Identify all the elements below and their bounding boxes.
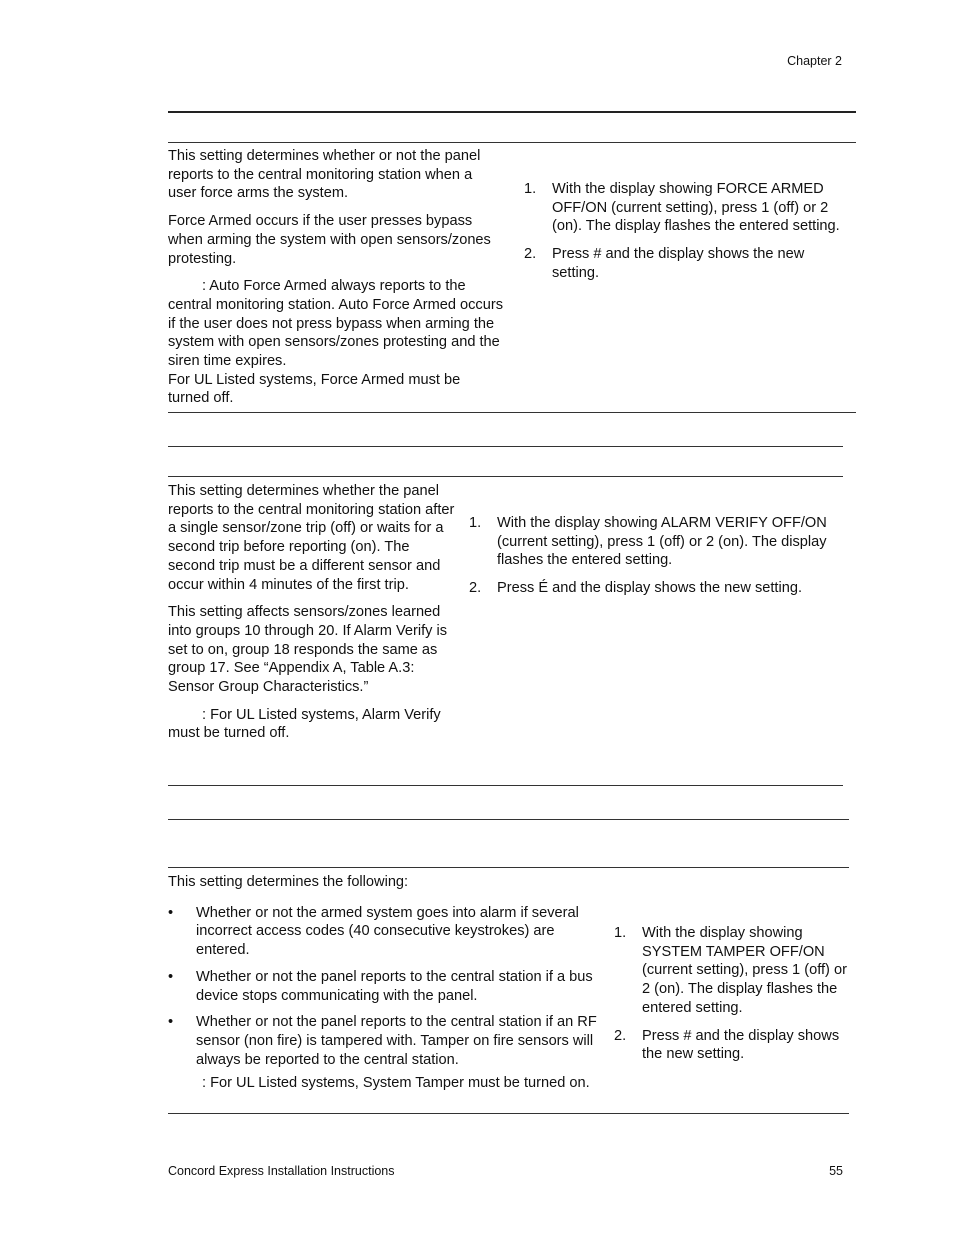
step-number: 2. (614, 1027, 627, 1044)
bullet-glyph: • (168, 968, 174, 985)
bullet-glyph: • (168, 904, 174, 921)
section3-bullet-1 (168, 904, 604, 960)
section1-steps (524, 180, 852, 292)
section1-note-text: : Auto Force Armed always reports to the central monitoring station. Auto Force Armed occurs if the user does not press bypass when arming the system with open sensors/zones protesting and the siren time expires. (168, 278, 503, 370)
section3-step-1 (614, 924, 850, 1018)
section3-title-rule (168, 819, 849, 820)
step-number: 2. (524, 246, 537, 263)
section2-desc-para-2: This setting affects sensors/zones learned into groups 10 through 20. If Alarm Verify is set to on, group 18 responds the same as group 17. See “Appendix A, Table A.3: Sensor Group Characteristics.” (168, 604, 448, 696)
section3-note-text: : For UL Listed systems, System Tamper must be turned on. (202, 1075, 590, 1092)
section2-top-rule (168, 476, 843, 477)
section2-title-rule (168, 446, 843, 447)
section1-bottom-rule (168, 412, 856, 413)
section1-desc-para-1: This setting determines whether or not the panel reports to the central monitoring station when a user force arms the system. (168, 148, 481, 202)
section3-steps (614, 924, 850, 1073)
bullet-text: Whether or not the panel reports to the central station if a bus device stops communicating with the panel. (196, 968, 593, 1004)
section3-bullet-3 (168, 1013, 604, 1069)
step-number: 1. (524, 181, 537, 197)
section2-step-1 (469, 514, 839, 570)
step-number: 1. (614, 925, 627, 941)
section1-description (168, 147, 504, 408)
step-number: 2. (469, 580, 482, 597)
section2-step-2 (469, 579, 839, 598)
section3-bottom-rule (168, 1113, 849, 1114)
section2-note (168, 706, 458, 743)
bullet-glyph: • (168, 1014, 174, 1031)
section3-top-rule (168, 867, 849, 868)
step-text: With the display showing ALARM VERIFY OFF/ON (current setting), press 1 (off) or 2 (on). The display flashes the entered setting. (497, 515, 827, 569)
step-text: With the display showing FORCE ARMED OFF/ON (current setting), press 1 (off) or 2 (on). The display flashes the entered setting. (552, 181, 840, 235)
step-number: 1. (469, 515, 482, 531)
footer-page-number: 55 (829, 1164, 843, 1178)
section1-step-1 (524, 180, 852, 236)
section1-top-rule (168, 142, 856, 143)
bullet-text: Whether or not the panel reports to the central station if an RF sensor (non fire) is tampered with. Tamper on fire sensors will always be reported to the central station. (196, 1014, 597, 1068)
section3-description (168, 873, 604, 1093)
section3-note (168, 1074, 604, 1093)
section2-steps (469, 514, 839, 607)
section1-desc-para-2: Force Armed occurs if the user presses bypass when arming the system with open sensors/zones protesting. (168, 213, 491, 267)
step-text: Press # and the display shows the new setting. (642, 1027, 840, 1063)
section2-bottom-rule (168, 785, 843, 786)
step-text: Press # and the display shows the new setting. (552, 246, 805, 281)
section3-bullet-2 (168, 968, 604, 1005)
step-text: Press É and the display shows the new setting. (497, 580, 803, 597)
step-text: With the display showing SYSTEM TAMPER OFF/ON (current setting), press 1 (off) or 2 (on). The display flashes the entered setting. (642, 925, 847, 1016)
bullet-text: Whether or not the armed system goes into alarm if several incorrect access codes (40 consecutive keystrokes) are entered. (196, 904, 579, 959)
section3-step-2 (614, 1027, 850, 1064)
chapter-label: Chapter 2 (787, 54, 842, 68)
section2-desc-para-1: This setting determines whether the panel reports to the central monitoring station after a single sensor/zone trip (off) or waits for a second trip before reporting (on). The second trip must be a different sensor and occur within 4 minutes of the first trip. (168, 483, 455, 593)
section1-note (168, 277, 504, 408)
section2-description (168, 482, 458, 743)
section1-step-2 (524, 245, 852, 282)
section3-intro: This setting determines the following: (168, 874, 409, 890)
section1-note-extra: For UL Listed systems, Force Armed must be turned off. (168, 371, 461, 407)
header-rule (168, 111, 856, 113)
footer-doc-title: Concord Express Installation Instructions (168, 1164, 395, 1178)
section2-note-text: : For UL Listed systems, Alarm Verify must be turned off. (168, 706, 441, 742)
